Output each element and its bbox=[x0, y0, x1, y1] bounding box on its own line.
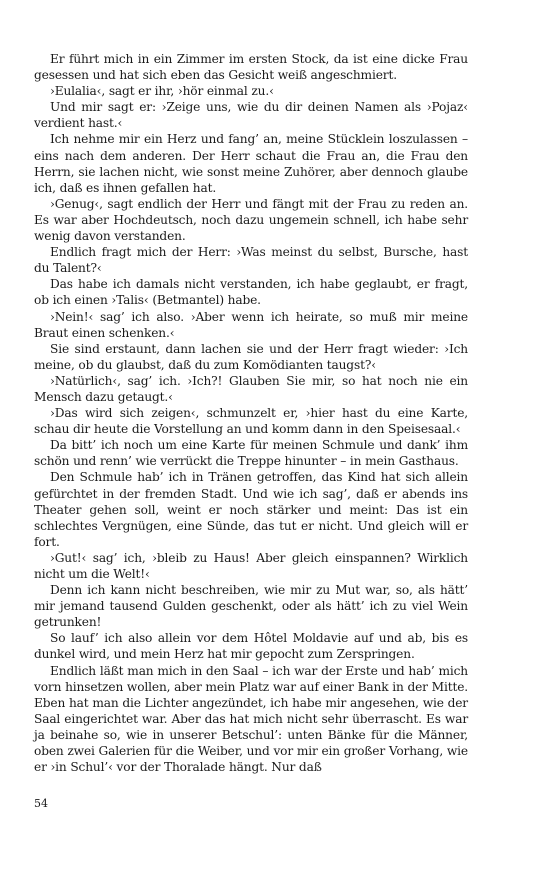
paragraph: Da bitt’ ich noch um eine Karte für meinen Schmule und dank’ ihm schön und renn’ wie verrückt die Treppe hinunter – in mein Gasthaus. bbox=[34, 438, 468, 469]
paragraph: Endlich läßt man mich in den Saal – ich war der Erste und hab’ mich vorn hinsetzen wollen, aber mein Platz war auf einer Bank in der Mitte. Eben hat man die Lichter angezündet, ich habe mir angesehen, wie der Saal eingerichtet war. Aber das hat mich nicht sehr überrascht. Es war ja beinahe so, wie in unserer Betschul’: unten Bänke für die Männer, oben zwei Galerien für die Weiber, und vor mir ein großer Vorhang, wie er ›in Schul’‹ vor der Thoralade hängt. Nur daß bbox=[34, 663, 468, 775]
paragraph: Sie sind erstaunt, dann lachen sie und der Herr fragt wieder: ›Ich meine, ob du glaubst, daß du zum Komödianten taugst?‹ bbox=[34, 341, 468, 372]
paragraph: Er führt mich in ein Zimmer im ersten Stock, da ist eine dicke Frau gesessen und hat sich eben das Gesicht weiß angeschmiert. bbox=[34, 52, 468, 83]
body-text bbox=[34, 51, 468, 775]
paragraph: Denn ich kann nicht beschreiben, wie mir zu Mut war, so, als hätt’ mir jemand tausend Gulden geschenkt, oder als hätt’ ich zu viel Wein getrunken! bbox=[34, 583, 468, 630]
paragraph: So lauf’ ich also allein vor dem Hôtel Moldavie auf und ab, bis es dunkel wird, und mein Herz hat mir gepocht zum Zerspringen. bbox=[34, 631, 468, 662]
paragraph: ›Nein!‹ sag’ ich also. ›Aber wenn ich heirate, so muß mir meine Braut einen schenken.‹ bbox=[34, 309, 468, 340]
paragraph: Und mir sagt er: ›Zeige uns, wie du dir deinen Namen als ›Pojaz‹ verdient hast.‹ bbox=[34, 100, 468, 131]
paragraph: Endlich fragt mich der Herr: ›Was meinst du selbst, Bursche, hast du Talent?‹ bbox=[34, 245, 468, 276]
paragraph: ›Das wird sich zeigen‹, schmunzelt er, ›hier hast du eine Karte, schau dir heute die Vorstellung an und komm dann in den Speisesaal.‹ bbox=[34, 406, 468, 437]
paragraph: ›Gut!‹ sag’ ich, ›bleib zu Haus! Aber gleich einspannen? Wirklich nicht um die Welt!‹ bbox=[34, 550, 468, 581]
paragraph: ›Eulalia‹, sagt er ihr, ›hör einmal zu.‹ bbox=[50, 84, 274, 99]
paragraph: Ich nehme mir ein Herz und fang’ an, meine Stücklein loszulassen – eins nach dem anderen. Der Herr schaut die Frau an, die Frau den Herrn, sie lachen nicht, wie sonst meine Zuhörer, aber dennoch glaube ich, daß es ihnen gefallen hat. bbox=[34, 132, 468, 195]
paragraph: ›Natürlich‹, sag’ ich. ›Ich?! Glauben Sie mir, so hat noch nie ein Mensch dazu getaugt.‹ bbox=[34, 373, 468, 404]
page-number: 54 bbox=[34, 797, 48, 810]
paragraph: Das habe ich damals nicht verstanden, ich habe geglaubt, er fragt, ob ich einen ›Talis‹ (Betmantel) habe. bbox=[34, 277, 468, 308]
paragraph: ›Genug‹, sagt endlich der Herr und fängt mit der Frau zu reden an. Es war aber Hochdeutsch, noch dazu ungemein schnell, ich habe sehr wenig davon verstanden. bbox=[34, 196, 468, 244]
paragraph: Den Schmule hab’ ich in Tränen getroffen, das Kind hat sich allein gefürchtet in der fremden Stadt. Und wie ich sag’, daß er abends ins Theater gehen soll, weint er noch stärker und meint: Das ist ein schlechtes Vergnügen, eine Sünde, das tut er nicht. Und gleich will er fort. bbox=[34, 470, 468, 549]
